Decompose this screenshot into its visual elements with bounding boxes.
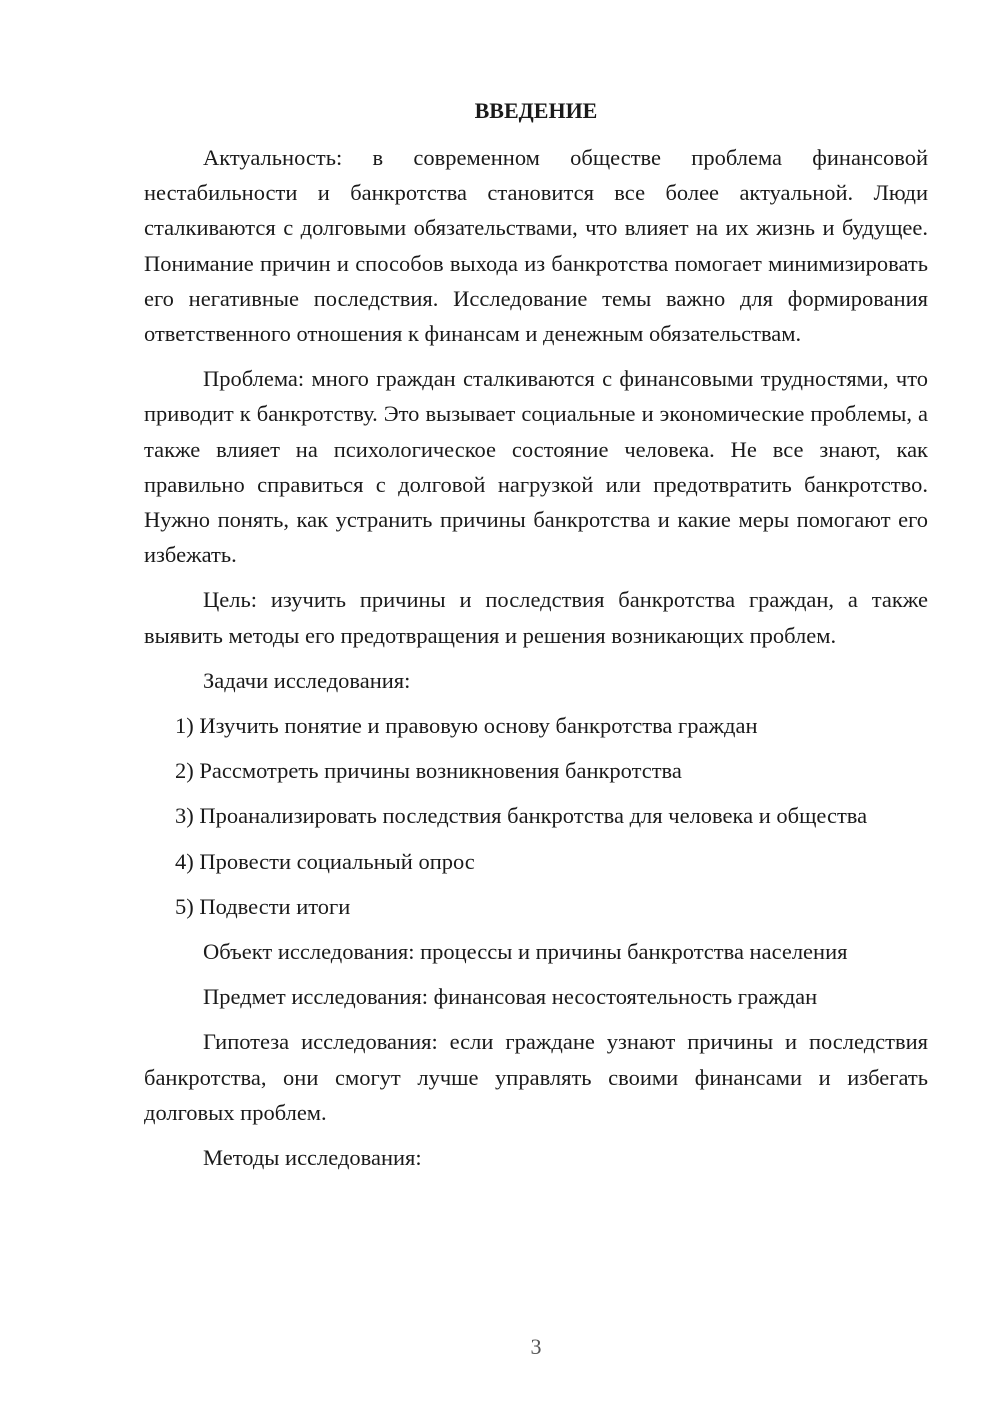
task-item-2: 2) Рассмотреть причины возникновения банкротства — [175, 758, 682, 784]
tasks-heading: Задачи исследования: — [203, 667, 411, 693]
section-title: ВВЕДЕНИЕ — [474, 98, 598, 123]
task-item-1: 1) Изучить понятие и правовую основу банкротства граждан — [175, 713, 758, 739]
subject-paragraph: Предмет исследования: финансовая несостоятельность граждан — [203, 984, 818, 1010]
hypothesis-paragraph: Гипотеза исследования: если граждане узнают причины и последствия банкротства, они смогут лучше управлять своими финансами и избегать долговых проблем. — [144, 1029, 928, 1125]
goal-paragraph: Цель: изучить причины и последствия банкротства граждан, а также выявить методы его предотвращения и решения возникающих проблем. — [144, 587, 928, 648]
page-content — [144, 94, 928, 1185]
object-paragraph: Объект исследования: процессы и причины банкротства населения — [203, 939, 848, 965]
relevance-paragraph: Актуальность: в современном обществе проблема финансовой нестабильности и банкротства становится все более актуальной. Люди сталкиваются с долговыми обязательствами, что влияет на их жизнь и будущее. Понимание причин и способов выхода из банкротства помогает минимизировать его негативные последствия. Исследование темы важно для формирования ответственного отношения к финансам и денежным обязательствам. — [144, 145, 928, 347]
task-item-4: 4) Провести социальный опрос — [175, 848, 475, 874]
page-number: 3 — [530, 1334, 542, 1359]
methods-heading: Методы исследования: — [203, 1145, 422, 1171]
task-item-5: 5) Подвести итоги — [175, 893, 351, 919]
task-item-3: 3) Проанализировать последствия банкротства для человека и общества — [175, 803, 868, 829]
problem-paragraph: Проблема: много граждан сталкиваются с финансовыми трудностями, что приводит к банкротству. Это вызывает социальные и экономические проблемы, а также влияет на психологическое состояние человека. Не все знают, как правильно справиться с долговой нагрузкой или предотвратить банкротство. Нужно понять, как устранить причины банкротства и какие меры помогают его избежать. — [144, 366, 928, 568]
